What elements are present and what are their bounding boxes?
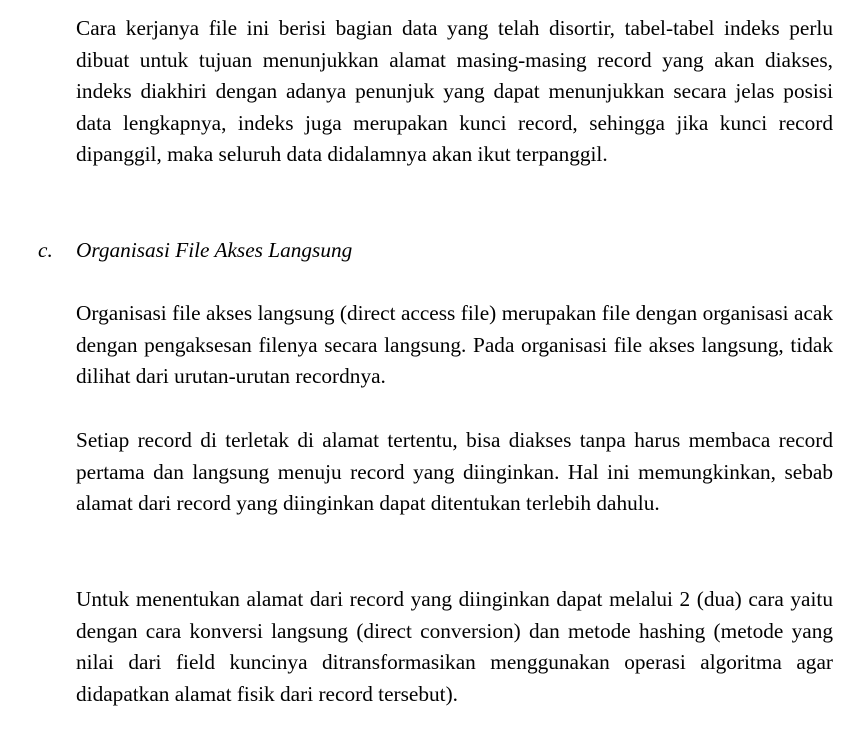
paragraph-direct-access-definition: Organisasi file akses langsung (direct access file) merupakan file dengan organisasi acak dengan pengaksesan filenya secara langsung. Pada organisasi file akses langsung, tidak dilihat dari urutan-urutan recordnya. bbox=[76, 301, 833, 389]
section-title: Organisasi File Akses Langsung bbox=[76, 238, 353, 262]
section-marker: c. bbox=[38, 238, 53, 262]
paragraph-indexed-file-description: Cara kerjanya file ini berisi bagian data yang telah disortir, tabel-tabel indeks perlu dibuat untuk tujuan menunjukkan alamat masing-masing record yang akan diakses, indeks diakhiri dengan adanya penunjuk yang dapat menunjukkan secara jelas posisi data lengkapnya, indeks juga merupakan kunci record, sehingga jika kunci record dipanggil, maka seluruh data didalamnya akan ikut terpanggil. bbox=[76, 16, 833, 167]
paragraph-address-methods: Untuk menentukan alamat dari record yang diinginkan dapat melalui 2 (dua) cara yaitu dengan cara konversi langsung (direct conversion) dan metode hashing (metode yang nilai dari field kuncinya ditransformasikan menggunakan operasi algoritma agar didapatkan alamat fisik dari record tersebut). bbox=[76, 587, 833, 706]
paragraph-record-addressing: Setiap record di terletak di alamat tertentu, bisa diakses tanpa harus membaca record pertama dan langsung menuju record yang diinginkan. Hal ini memungkinkan, sebab alamat dari record yang diinginkan dapat ditentukan terlebih dahulu. bbox=[76, 428, 833, 516]
section-heading-direct-access bbox=[38, 235, 818, 267]
